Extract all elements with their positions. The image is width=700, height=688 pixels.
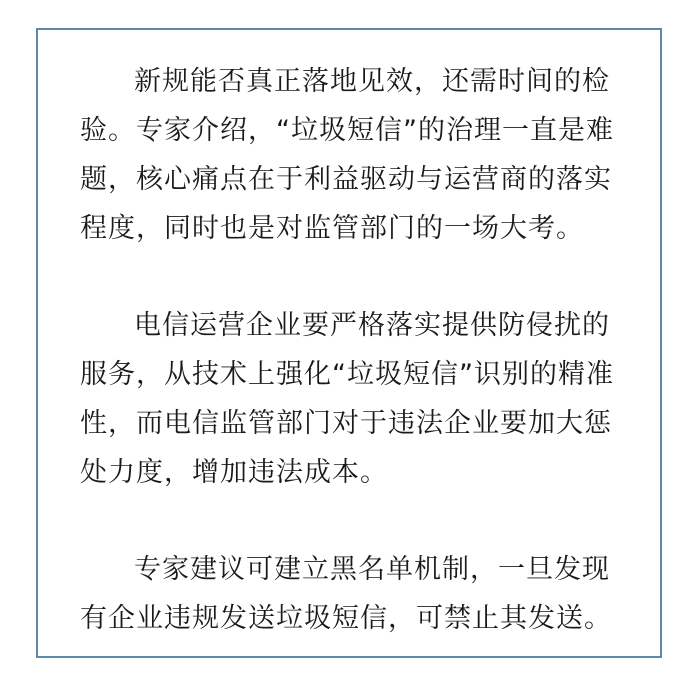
paragraph-3 (80, 545, 650, 643)
paragraph-2 (80, 301, 650, 497)
paragraph-line: 处力度，增加违法成本。 (80, 457, 388, 488)
paragraph-line: 题，核心痛点在于利益驱动与运营商的落实 (80, 164, 612, 195)
article-body (80, 57, 650, 643)
paragraph-line: 性，而电信监管部门对于违法企业要加大惩 (80, 408, 612, 439)
paragraph-line: 新规能否真正落地见效，还需时间的检 (134, 66, 610, 97)
paragraph-line: 有企业违规发送垃圾短信，可禁止其发送。 (80, 603, 612, 634)
paragraph-1 (80, 57, 650, 253)
paragraph-spacer (80, 253, 650, 301)
paragraph-line: 服务，从技术上强化“垃圾短信”识别的精准 (80, 359, 614, 390)
paragraph-line: 专家建议可建立黑名单机制，一旦发现 (134, 554, 610, 585)
paragraph-line: 验。专家介绍，“垃圾短信”的治理一直是难 (80, 115, 614, 146)
paragraph-line: 电信运营企业要严格落实提供防侵扰的 (134, 310, 610, 341)
paragraph-line: 程度，同时也是对监管部门的一场大考。 (80, 213, 584, 244)
paragraph-spacer (80, 497, 650, 545)
